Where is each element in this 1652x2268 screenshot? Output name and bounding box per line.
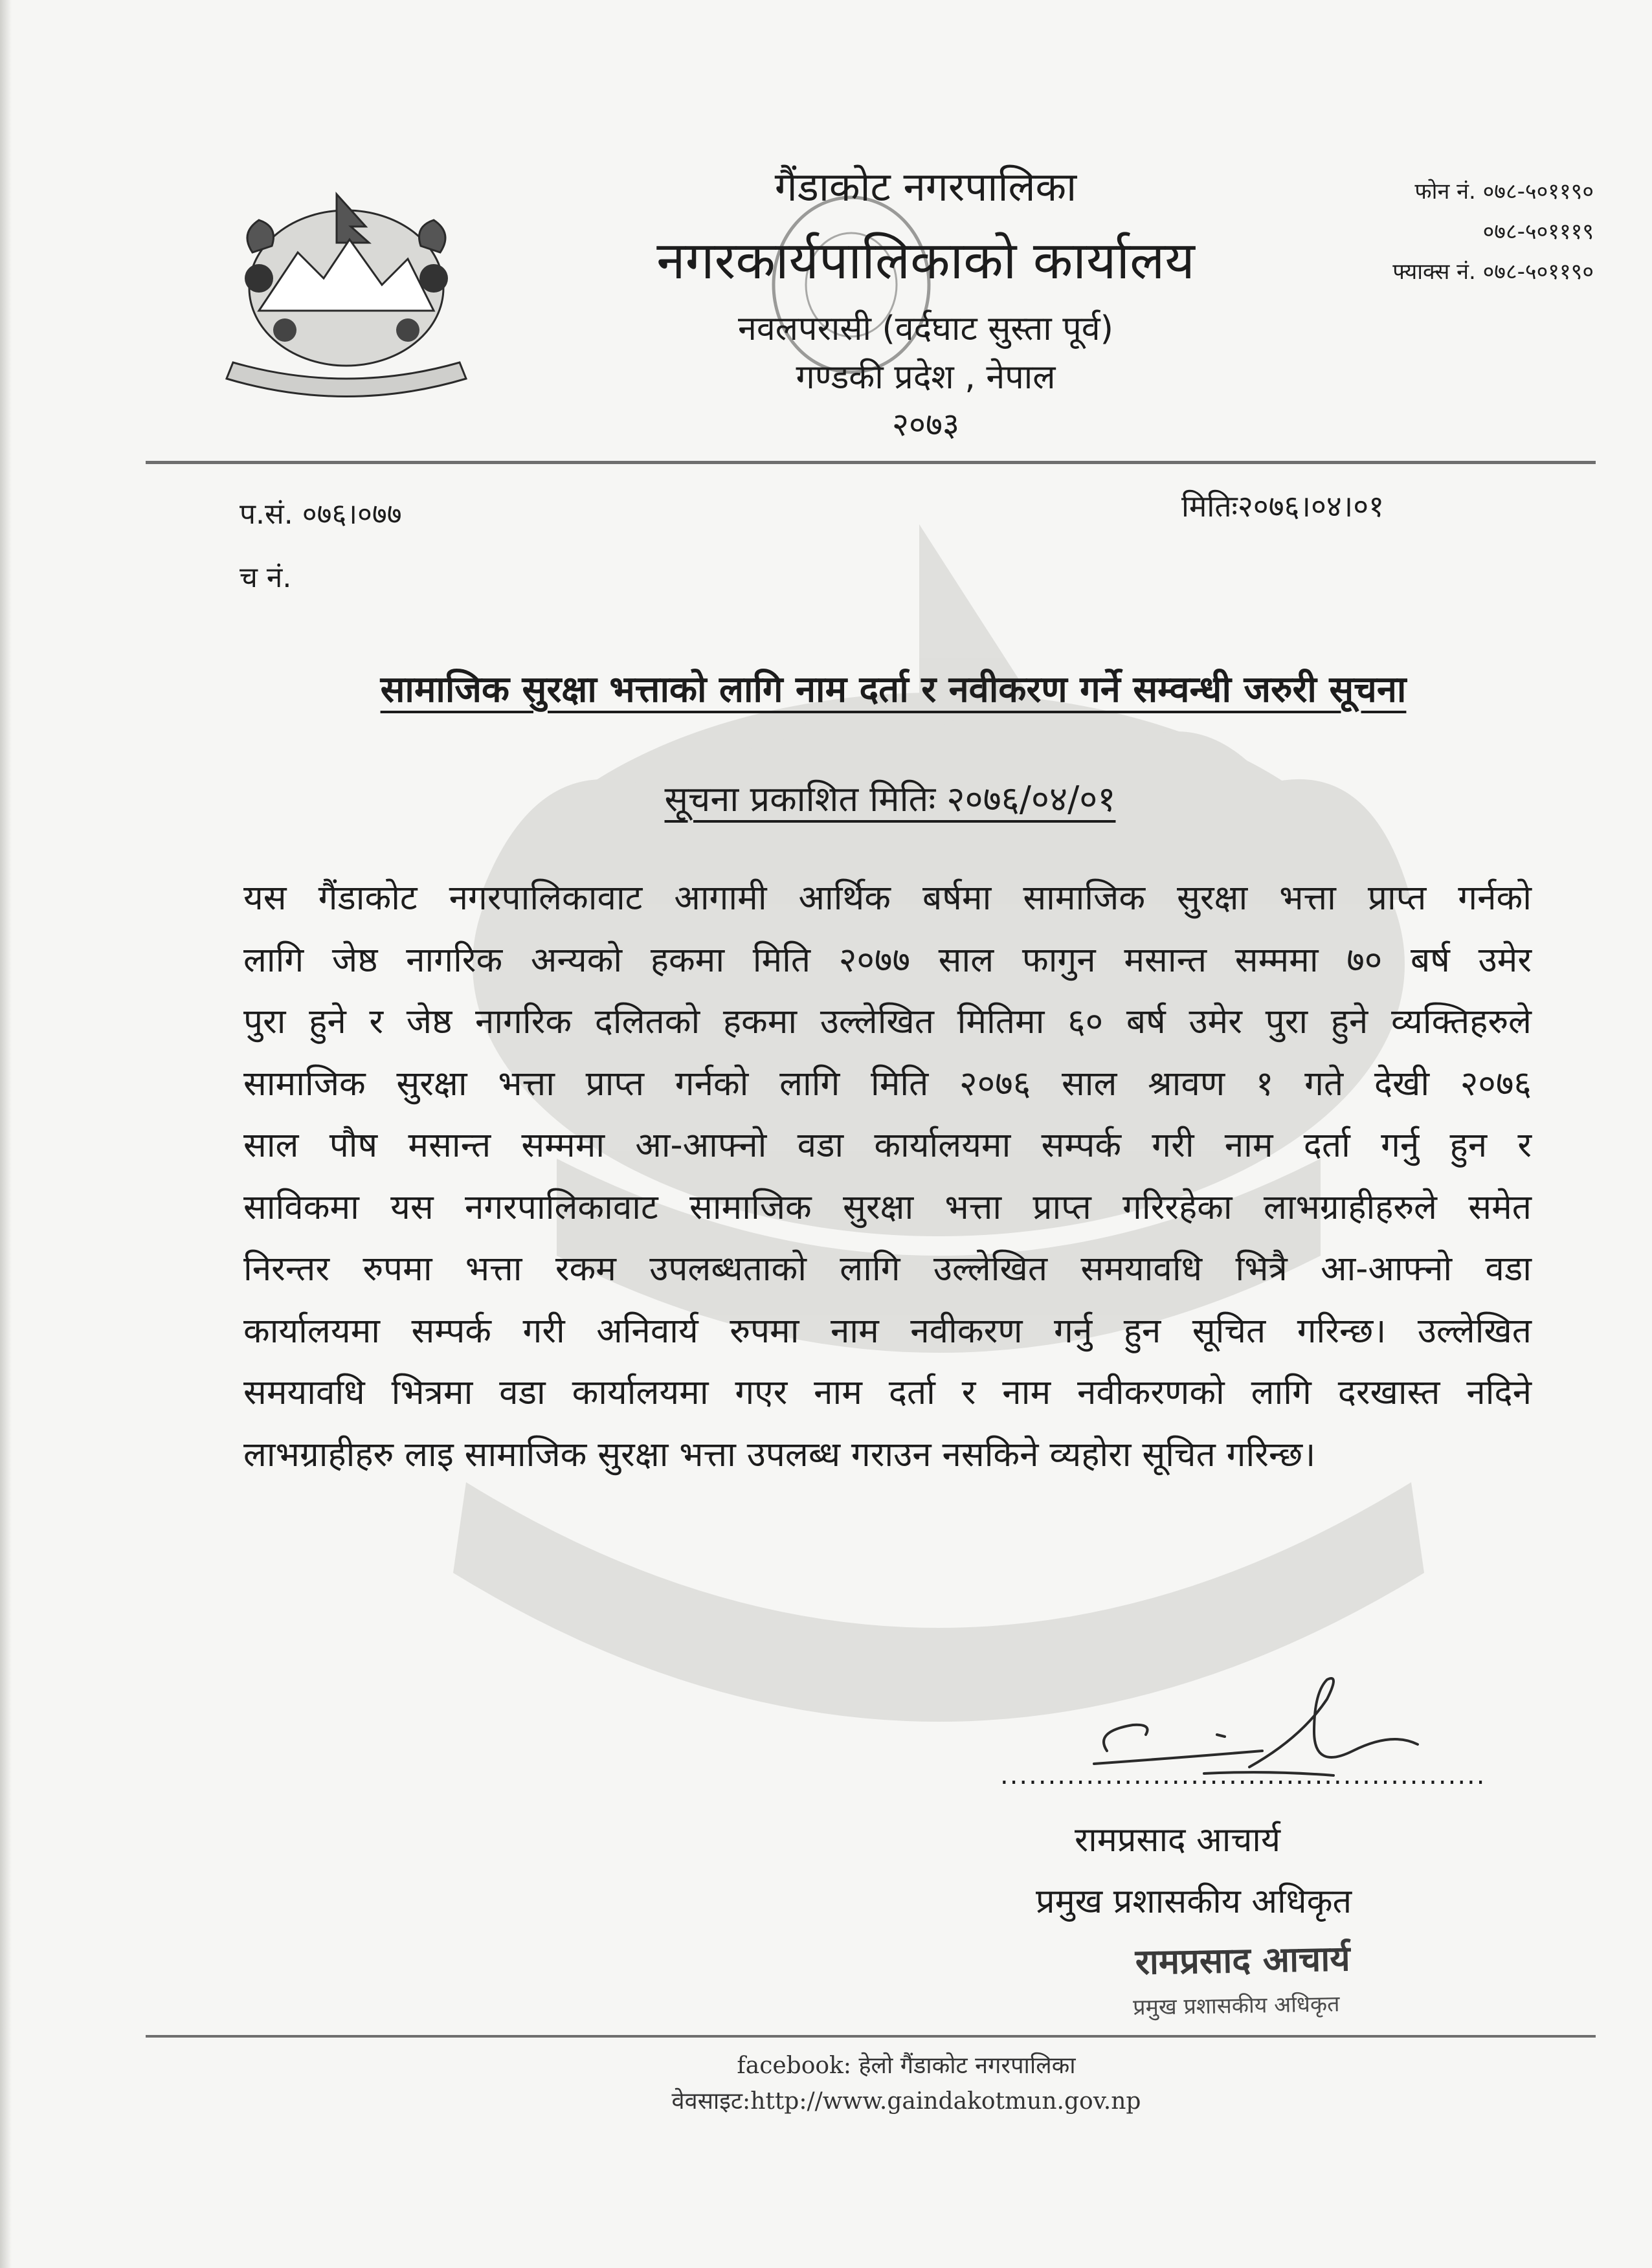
body-line: लाभग्राहीहरु लाइ सामाजिक सुरक्षा भत्ता उपलब्ध गराउन नसकिने व्यहोरा सूचित गरिन्छ। [243,1434,1316,1474]
letter-date: मितिः२०७६।०४।०१ [1181,489,1385,524]
body-line: यस गैंडाकोट नगरपालिकावाट आगामी आर्थिक बर्षमा सामाजिक सुरक्षा भत्ता प्राप्त गर्नको [243,878,1532,918]
notice-body [243,867,1532,1485]
body-line: साविकमा यस नगरपालिकावाट सामाजिक सुरक्षा भत्ता प्राप्त गरिरहेका लाभग्राहीहरुले समेत [243,1187,1532,1227]
address-line-1: नवलपरासी (वर्दघाट सुस्ता पूर्व) [738,309,1113,348]
name-stamp [1094,1932,1379,2029]
nepal-emblem [207,181,486,395]
contact-block [1257,172,1594,292]
body-line: निरन्तर रुपमा भत्ता रकम उपलब्धताको लागि उल्लेखित समयावधि भित्रै आ-आफ्नो वडा [243,1249,1532,1289]
header-divider [146,461,1596,464]
signer-name: रामप्रसाद आचार्य [1075,1821,1280,1860]
body-line: लागि जेष्ठ नागरिक अन्यको हकमा मिति २०७७ साल फागुन मसान्त सम्ममा ७० बर्ष उमेर [243,940,1532,980]
established-year: २०७३ [892,406,959,443]
address-line-2: गण्डकी प्रदेश , नेपाल [796,358,1056,397]
signature-line: ................................................... [1000,1761,1486,1790]
letter-number: प.सं. ०७६।०७७ [240,498,402,531]
signer-title: प्रमुख प्रशासकीय अधिकृत [1036,1882,1352,1921]
footer-divider [146,2035,1596,2038]
phone-1: फोन नं. ०७८-५०११९० [1414,179,1594,205]
svg-text:रामप्रसाद आचार्य: रामप्रसाद आचार्य [1135,1938,1351,1983]
body-line: सामाजिक सुरक्षा भत्ता प्राप्त गर्नको लागि मिति २०७६ साल श्रावण १ गते देखी २०७६ [243,1063,1532,1104]
website-info: वेवसाइट:http://www.gaindakotmun.gov.np [671,2088,1141,2115]
body-line: समयावधि भित्रमा वडा कार्यालयमा गएर नाम दर्ता र नाम नवीकरणको लागि दरखास्त नदिने [243,1373,1532,1412]
phone-2: ०७८-५०१११९ [1482,219,1594,245]
body-line: पुरा हुने र जेष्ठ नागरिक दलितको हकमा उल्लेखित मितिमा ६० बर्ष उमेर पुरा हुने व्यक्तिहरुले [243,1002,1532,1041]
municipality-name: गैंडाकोट नगरपालिका [774,163,1077,210]
paper-edge [0,0,12,2268]
office-name: नगरकार्यपालिकाको कार्यालय [656,230,1195,291]
svg-text:प्रमुख प्रशासकीय अधिकृत: प्रमुख प्रशासकीय अधिकृत [1132,1991,1340,2021]
facebook-info: facebook: हेलो गैंडाकोट नगरपालिका [737,2052,1076,2079]
fax: फ्याक्स नं. ०७८-५०११९० [1392,259,1594,285]
published-date: सूचना प्रकाशित मितिः २०७६/०४/०१ [664,779,1116,819]
body-line: साल पौष मसान्त सम्ममा आ-आफ्नो वडा कार्यालयमा सम्पर्क गरी नाम दर्ता गर्नु हुन र [243,1126,1532,1165]
body-line: कार्यालयमा सम्पर्क गरी अनिवार्य रुपमा नाम नवीकरण गर्नु हुन सूचित गरिन्छ। उल्लेखित [243,1311,1532,1351]
dispatch-number: च नं. [240,561,292,594]
notice-title: सामाजिक सुरक्षा भत्ताको लागि नाम दर्ता र नवीकरण गर्ने सम्वन्धी जरुरी सूचना [380,669,1407,711]
